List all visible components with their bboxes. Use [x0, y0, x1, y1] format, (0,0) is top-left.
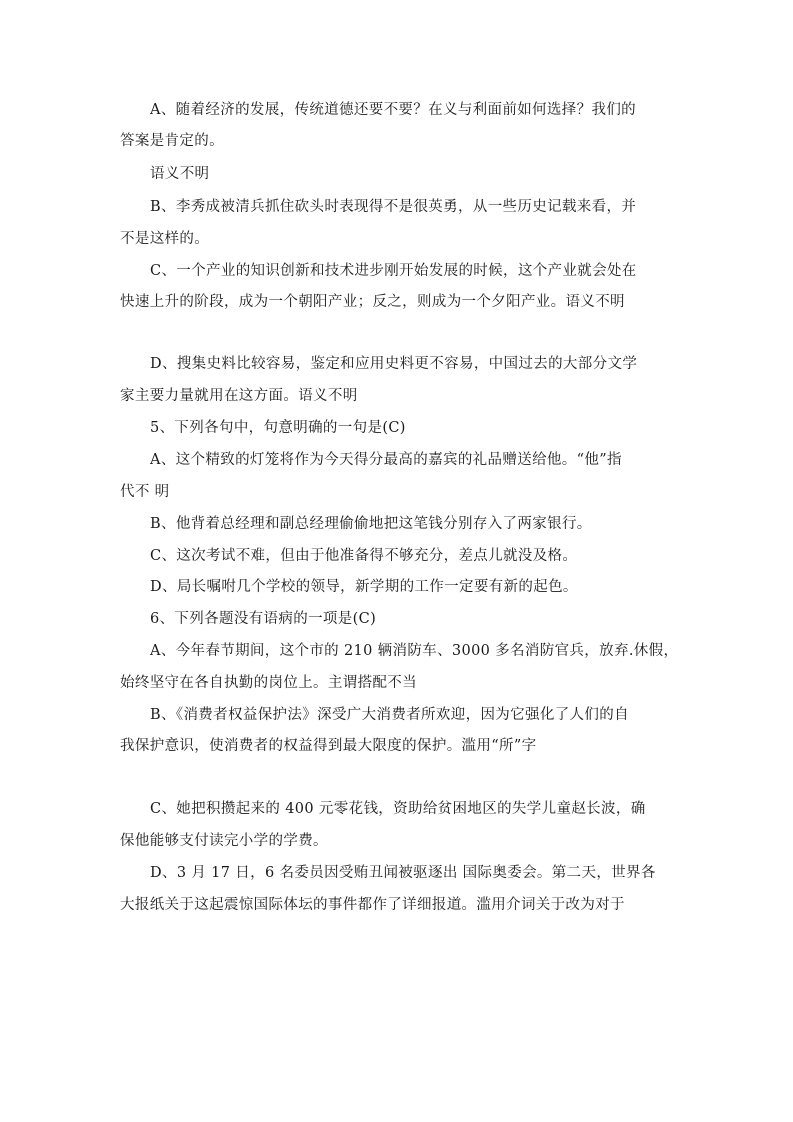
note-semantic-unclear: 语义不明	[150, 166, 210, 182]
option-b-line-1: B、李秀成被清兵抓住砍头时表现得不是很英勇，从一些历史记载来看，并	[150, 199, 637, 215]
q5-option-a-line-1: A、这个精致的灯笼将作为今天得分最高的嘉宾的礼品赠送给他。“他”指	[150, 452, 622, 468]
q6-option-a-line-2: 始终坚守在各自执勤的岗位上。主谓搭配不当	[120, 675, 417, 691]
q6-option-c-line-1: C、她把积攒起来的 400 元零花钱，资助给贫困地区的失学儿童赵长波，确	[150, 801, 646, 817]
q5-option-d: D、局长嘱咐几个学校的领导，新学期的工作一定要有新的起色。	[150, 579, 578, 595]
option-c-line-2: 快速上升的阶段，成为一个朝阳产业；反之，则成为一个夕阳产业。语义不明	[120, 294, 625, 310]
option-a-line-2: 答案是肯定的。	[120, 133, 224, 149]
q5-option-a-line-2: 代不 明	[120, 484, 170, 500]
q5-option-c: C、这次考试不难，但由于他准备得不够充分，差点儿就没及格。	[150, 548, 578, 564]
q6-option-c-line-2: 保他能够支付读完小学的学费。	[120, 833, 328, 849]
q6-option-d-line-2: 大报纸关于这起震惊国际体坛的事件都作了详细报道。滥用介词关于改为对于	[120, 897, 625, 913]
option-b-line-2: 不是这样的。	[120, 231, 210, 247]
q6-option-b-line-2: 我保护意识，使消费者的权益得到最大限度的保护。滥用“所”字	[120, 738, 537, 754]
option-a-line-1: A、随着经济的发展，传统道德还要不要？在义与利面前如何选择？我们的	[150, 102, 637, 118]
option-d-line-1: D、搜集史料比较容易，鉴定和应用史料更不容易，中国过去的大部分文学	[150, 356, 638, 372]
q5-option-b: B、他背着总经理和副总经理偷偷地把这笔钱分别存入了两家银行。	[150, 516, 592, 532]
option-c-line-1: C、一个产业的知识创新和技术进步刚开始发展的时候，这个产业就会处在	[150, 263, 637, 279]
question-5: 5、下列各句中，句意明确的一句是(C)	[150, 420, 406, 436]
q6-option-a-line-1: A、今年春节期间，这个市的 210 辆消防车、3000 多名消防官兵，放弃.休假，	[150, 643, 679, 659]
q6-option-d-line-1: D、3 月 17 日，6 名委员因受贿丑闻被驱逐出 国际奥委会。第二天，世界各	[150, 865, 656, 881]
option-d-line-2: 家主要力量就用在这方面。语义不明	[120, 388, 358, 404]
question-6: 6、下列各题没有语病的一项是(C)	[150, 611, 377, 627]
q6-option-b-line-1: B、《消费者权益保护法》深受广大消费者所欢迎，因为它强化了人们的自	[150, 707, 629, 723]
